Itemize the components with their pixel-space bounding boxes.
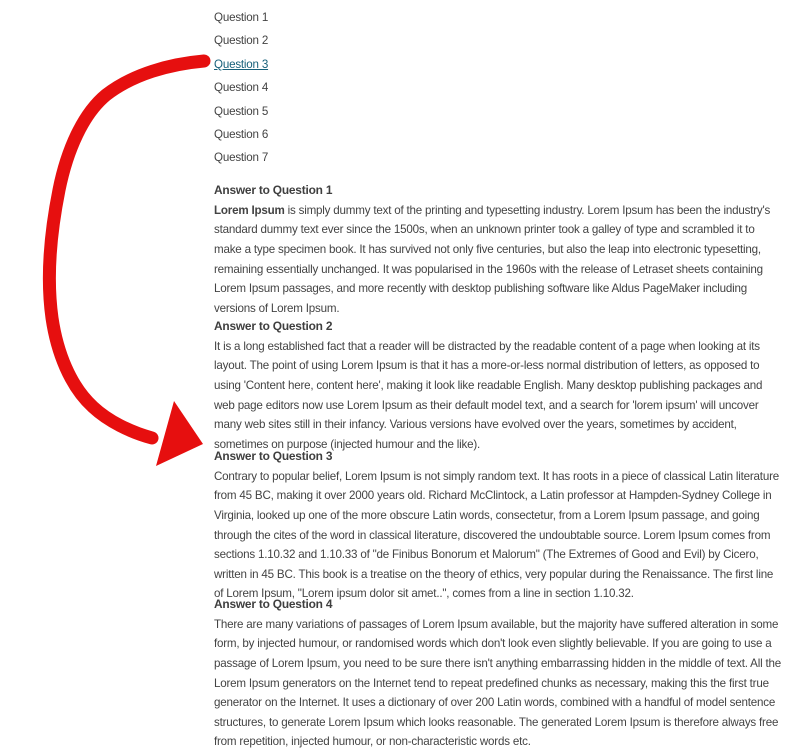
answer-section-1 (214, 174, 784, 315)
question-item-4 (214, 76, 784, 99)
answer-paragraph-2 (214, 337, 784, 455)
question-item-2 (214, 29, 784, 52)
question-3-link[interactable]: Question 3 (214, 57, 269, 71)
question-label-6: Question 6 (214, 127, 269, 141)
question-label-5: Question 5 (214, 104, 269, 118)
question-label-7: Question 7 (214, 151, 269, 165)
answer-text-2: It is a long established fact that a reader will be distracted by the readable content of a page when looking at its layout. The point of using Lorem Ipsum is that it has a more-or-less normal distribution of letters, as opposed to using 'Content here, content here', making it look like readable English. Many desktop publishing packages and web page editors now use Lorem Ipsum as their default model text, and a search for 'lorem ipsum' will uncover many web sites still in their infancy. Various versions have evolved over the years, sometimes by accident, sometimes on purpose (injected humour and the like). (214, 339, 763, 451)
question-list (214, 6, 784, 170)
answer-text-1: is simply dummy text of the printing and typesetting industry. Lorem Ipsum has been the industry's standard dummy text ever since the 1500s, when an unknown printer took a galley of type and scrambled it to make a type specimen book. It has survived not only five centuries, but also the leap into electronic typesetting, remaining essentially unchanged. It was popularised in the 1960s with the release of Letraset sheets containing Lorem Ipsum passages, and more recently with desktop publishing software like Aldus PageMaker including versions of Lorem Ipsum. (214, 203, 771, 315)
answer-paragraph-4 (214, 615, 784, 752)
answers-section (214, 174, 784, 752)
answer-heading-1: Answer to Question 1 (214, 182, 333, 197)
answer-section-2 (214, 310, 784, 451)
answer-heading-3: Answer to Question 3 (214, 448, 333, 463)
answer-paragraph-1 (214, 201, 784, 319)
red-arrow-head (156, 401, 203, 466)
question-item-6 (214, 123, 784, 146)
question-item-3 (214, 53, 784, 76)
answer-section-4 (214, 588, 784, 752)
answer-section-3 (214, 440, 784, 601)
question-item-7 (214, 146, 784, 169)
question-item-1 (214, 6, 784, 29)
question-label-2: Question 2 (214, 34, 269, 48)
question-item-5 (214, 100, 784, 123)
answer-heading-2: Answer to Question 2 (214, 318, 333, 333)
red-arrow-shaft (49, 61, 204, 438)
answer-text-3: Contrary to popular belief, Lorem Ipsum is not simply random text. It has roots in a piece of classical Latin literature from 45 BC, making it over 2000 years old. Richard McClintock, a Latin professor at Hampden-Sydney College in Virginia, looked up one of the more obscure Latin words, consectetur, from a Lorem Ipsum passage, and going through the cites of the word in classical literature, discovered the undoubtable source. Lorem Ipsum comes from sections 1.10.32 and 1.10.33 of "de Finibus Bonorum et Malorum" (The Extremes of Good and Evil) by Cicero, written in 45 BC. This book is a treatise on the theory of ethics, very popular during the Renaissance. The first line of Lorem Ipsum, "Lorem ipsum dolor sit amet..", comes from a line in section 1.10.32. (214, 469, 779, 601)
question-label-1: Question 1 (214, 11, 269, 24)
question-label-4: Question 4 (214, 81, 269, 95)
answer-bold-lead-1: Lorem Ipsum (214, 203, 285, 217)
content-column (214, 6, 784, 752)
answer-heading-4: Answer to Question 4 (214, 596, 333, 611)
answer-paragraph-3 (214, 467, 784, 604)
answer-text-4: There are many variations of passages of Lorem Ipsum available, but the majority have suffered alteration in some form, by injected humour, or randomised words which don't look even slightly believable. If you are going to use a passage of Lorem Ipsum, you need to be sure there isn't anything embarrassing hidden in the middle of text. All the Lorem Ipsum generators on the Internet tend to repeat predefined chunks as necessary, making this the first true generator on the Internet. It uses a dictionary of over 200 Latin words, combined with a handful of model sentence structures, to generate Lorem Ipsum which looks reasonable. The generated Lorem Ipsum is therefore always free from repetition, injected humour, or non-characteristic words etc. (214, 617, 781, 749)
